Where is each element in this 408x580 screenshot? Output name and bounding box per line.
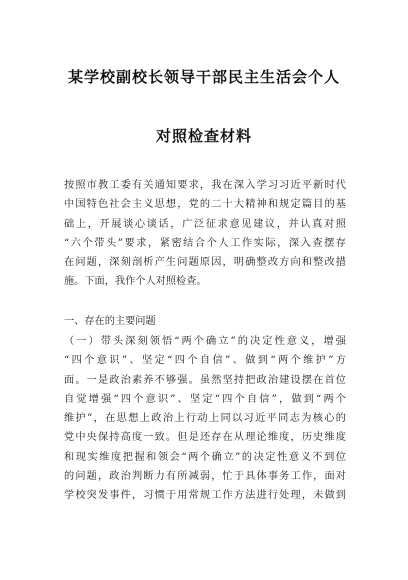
section-line: 维护”，在思想上政治上行动上同以习近平同志为核心的 (64, 413, 346, 425)
intro-line: 中国特色社会主义思想，党的二十大精神和规定篇目的基 (64, 199, 346, 211)
intro-line: 在问题，深刻剖析产生问题原因，明确整改方向和整改措 (64, 257, 346, 269)
section-line: 面。一是政治素养不够强。虽然坚持把政治建设摆在首位 (64, 374, 346, 386)
intro-line: “六个带头”要求，紧密结合个人工作实际，深入查摆存 (64, 237, 346, 249)
intro-line: 施。下面，我作个人对照检查。 (64, 276, 207, 288)
section-line: 和现实维度把握和领会“两个确立”的决定性意义不到位 (64, 451, 346, 463)
intro-line: 按照市教工委有关通知要求，我在深入学习习近平新时代 (64, 180, 346, 191)
section-line: （一）带头深刻领悟“两个确立”的决定性意义，增强 (64, 336, 346, 347)
section-line: 党中央保持高度一致。但是还存在从理论维度，历史维度 (64, 432, 346, 444)
document-title-line-1: 某学校副校长领导干部民主生活会个人 (67, 68, 340, 86)
intro-paragraph (64, 176, 346, 292)
document-title-line-2: 对照检查材料 (155, 127, 252, 145)
intro-line: 础上，开展谈心谈话，广泛征求意见建议，并认真对照 (64, 218, 346, 230)
section-line: “四个意识”、坚定“四个自信”、做到“两个维护”方 (64, 355, 346, 367)
section-line: 自觉增强“四个意识”、坚定“四个自信”，做到“两个 (64, 393, 346, 405)
section-line: 学校突发事件，习惯于用常规工作方法进行处理，未做到 (64, 490, 346, 502)
section-line: 的问题，政治判断力有所减弱，忙于具体事务工作，面对 (64, 471, 346, 483)
section-heading: 一、存在的主要问题 (64, 316, 156, 327)
section-paragraph (64, 332, 346, 506)
